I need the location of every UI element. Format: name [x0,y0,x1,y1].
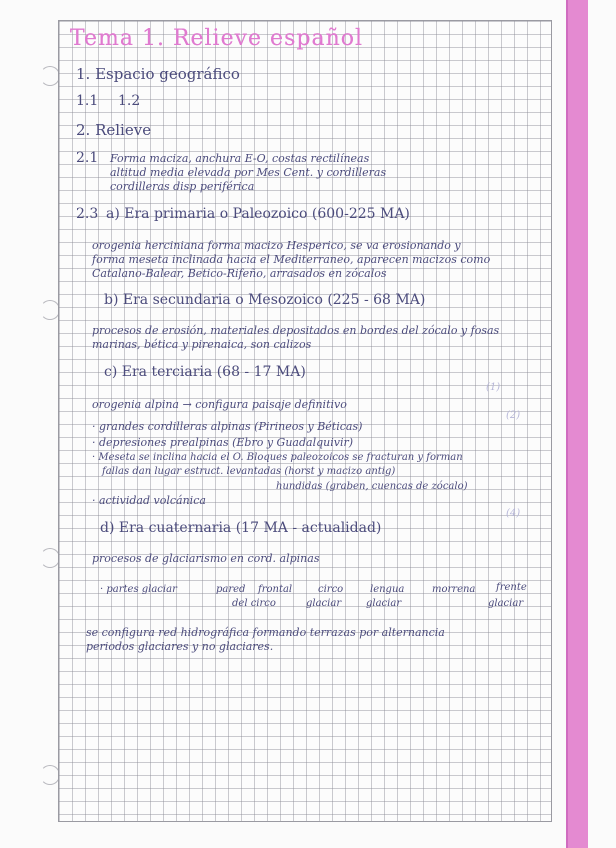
margin-note: (2) [506,410,521,421]
bullet-line: · actividad volcánica [92,494,206,507]
note-line: Catalano-Balear, Betico-Rifeño, arrasados en zócalos [92,267,387,280]
note-line: procesos de erosión, materiales depositados en bordes del zócalo y fosas [92,324,500,337]
glacier-part-term: glaciar [488,598,524,609]
note-line: orogenia alpina → configura paisaje definitivo [92,398,347,411]
note-line: cordilleras disp periférica [110,180,255,193]
era-cuaternaria-heading: d) Era cuaternaria (17 MA - actualidad) [100,520,382,536]
glacier-part-term: pared [216,584,246,595]
note-line: Forma maciza, anchura E-O, costas rectilíneas [110,152,370,165]
glacier-part-term: morrena [432,584,476,595]
note-line: marinas, bética y pirenaica, son calizos [92,338,312,351]
bullet-line: · depresiones prealpinas (Ebro y Guadalquivir) [92,436,354,449]
binder-hole [40,300,60,320]
glacier-part-term: circo [318,584,344,595]
margin-note: (4) [506,508,521,519]
era-primaria-heading: a) Era primaria o Paleozoico (600-225 MA) [106,206,410,222]
section-number-2-3: 2.3 [76,206,99,222]
note-line: fallas dan lugar estruct. levantadas (horst y macizo antig) [102,466,396,477]
era-terciaria-heading: c) Era terciaria (68 - 17 MA) [104,364,306,380]
glacier-part-term: frente [496,582,527,593]
glacier-part-term: glaciar [306,598,342,609]
subheading-1-1: 1.1 [76,93,99,109]
page-title: Tema 1. Relieve español [70,26,364,51]
era-secundaria-heading: b) Era secundaria o Mesozoico (225 - 68 MA) [104,292,426,308]
glacier-part-term: glaciar [366,598,402,609]
note-line: periodos glaciares y no glaciares. [86,640,274,653]
margin-note: (1) [486,382,501,393]
note-line: hundidas (graben, cuencas de zócalo) [276,481,468,492]
binder-hole [40,765,60,785]
note-line: forma meseta inclinada hacia el Mediterraneo, aparecen macizos como [92,253,491,266]
glacier-part-term: del circo [232,598,276,609]
glacier-parts-label: · partes glaciar [100,584,177,595]
note-line: orogenia herciniana forma macizo Hesperico, se va erosionando y [92,239,461,252]
subheading-1-2: 1.2 [118,93,141,109]
binder-hole [40,66,60,86]
heading-relieve: 2. Relieve [76,121,152,139]
bullet-line: · Meseta se inclina hacia el O. Bloques paleozoicos se fracturan y forman [92,452,463,463]
section-number-2-1: 2.1 [76,150,99,166]
binder-hole [40,548,60,568]
note-line: altitud media elevada por Mes Cent. y cordilleras [110,166,387,179]
glacier-part-term: frontal [258,584,293,595]
bullet-line: · grandes cordilleras alpinas (Pirineos y Béticas) [92,420,363,433]
note-line: se configura red hidrográfica formando terrazas por alternancia [86,626,445,639]
heading-espacio-geografico: 1. Espacio geográfico [76,65,240,83]
glacier-part-term: lengua [370,584,405,595]
pink-margin-strip [566,0,588,848]
note-line: procesos de glaciarismo en cord. alpinas [92,552,320,565]
